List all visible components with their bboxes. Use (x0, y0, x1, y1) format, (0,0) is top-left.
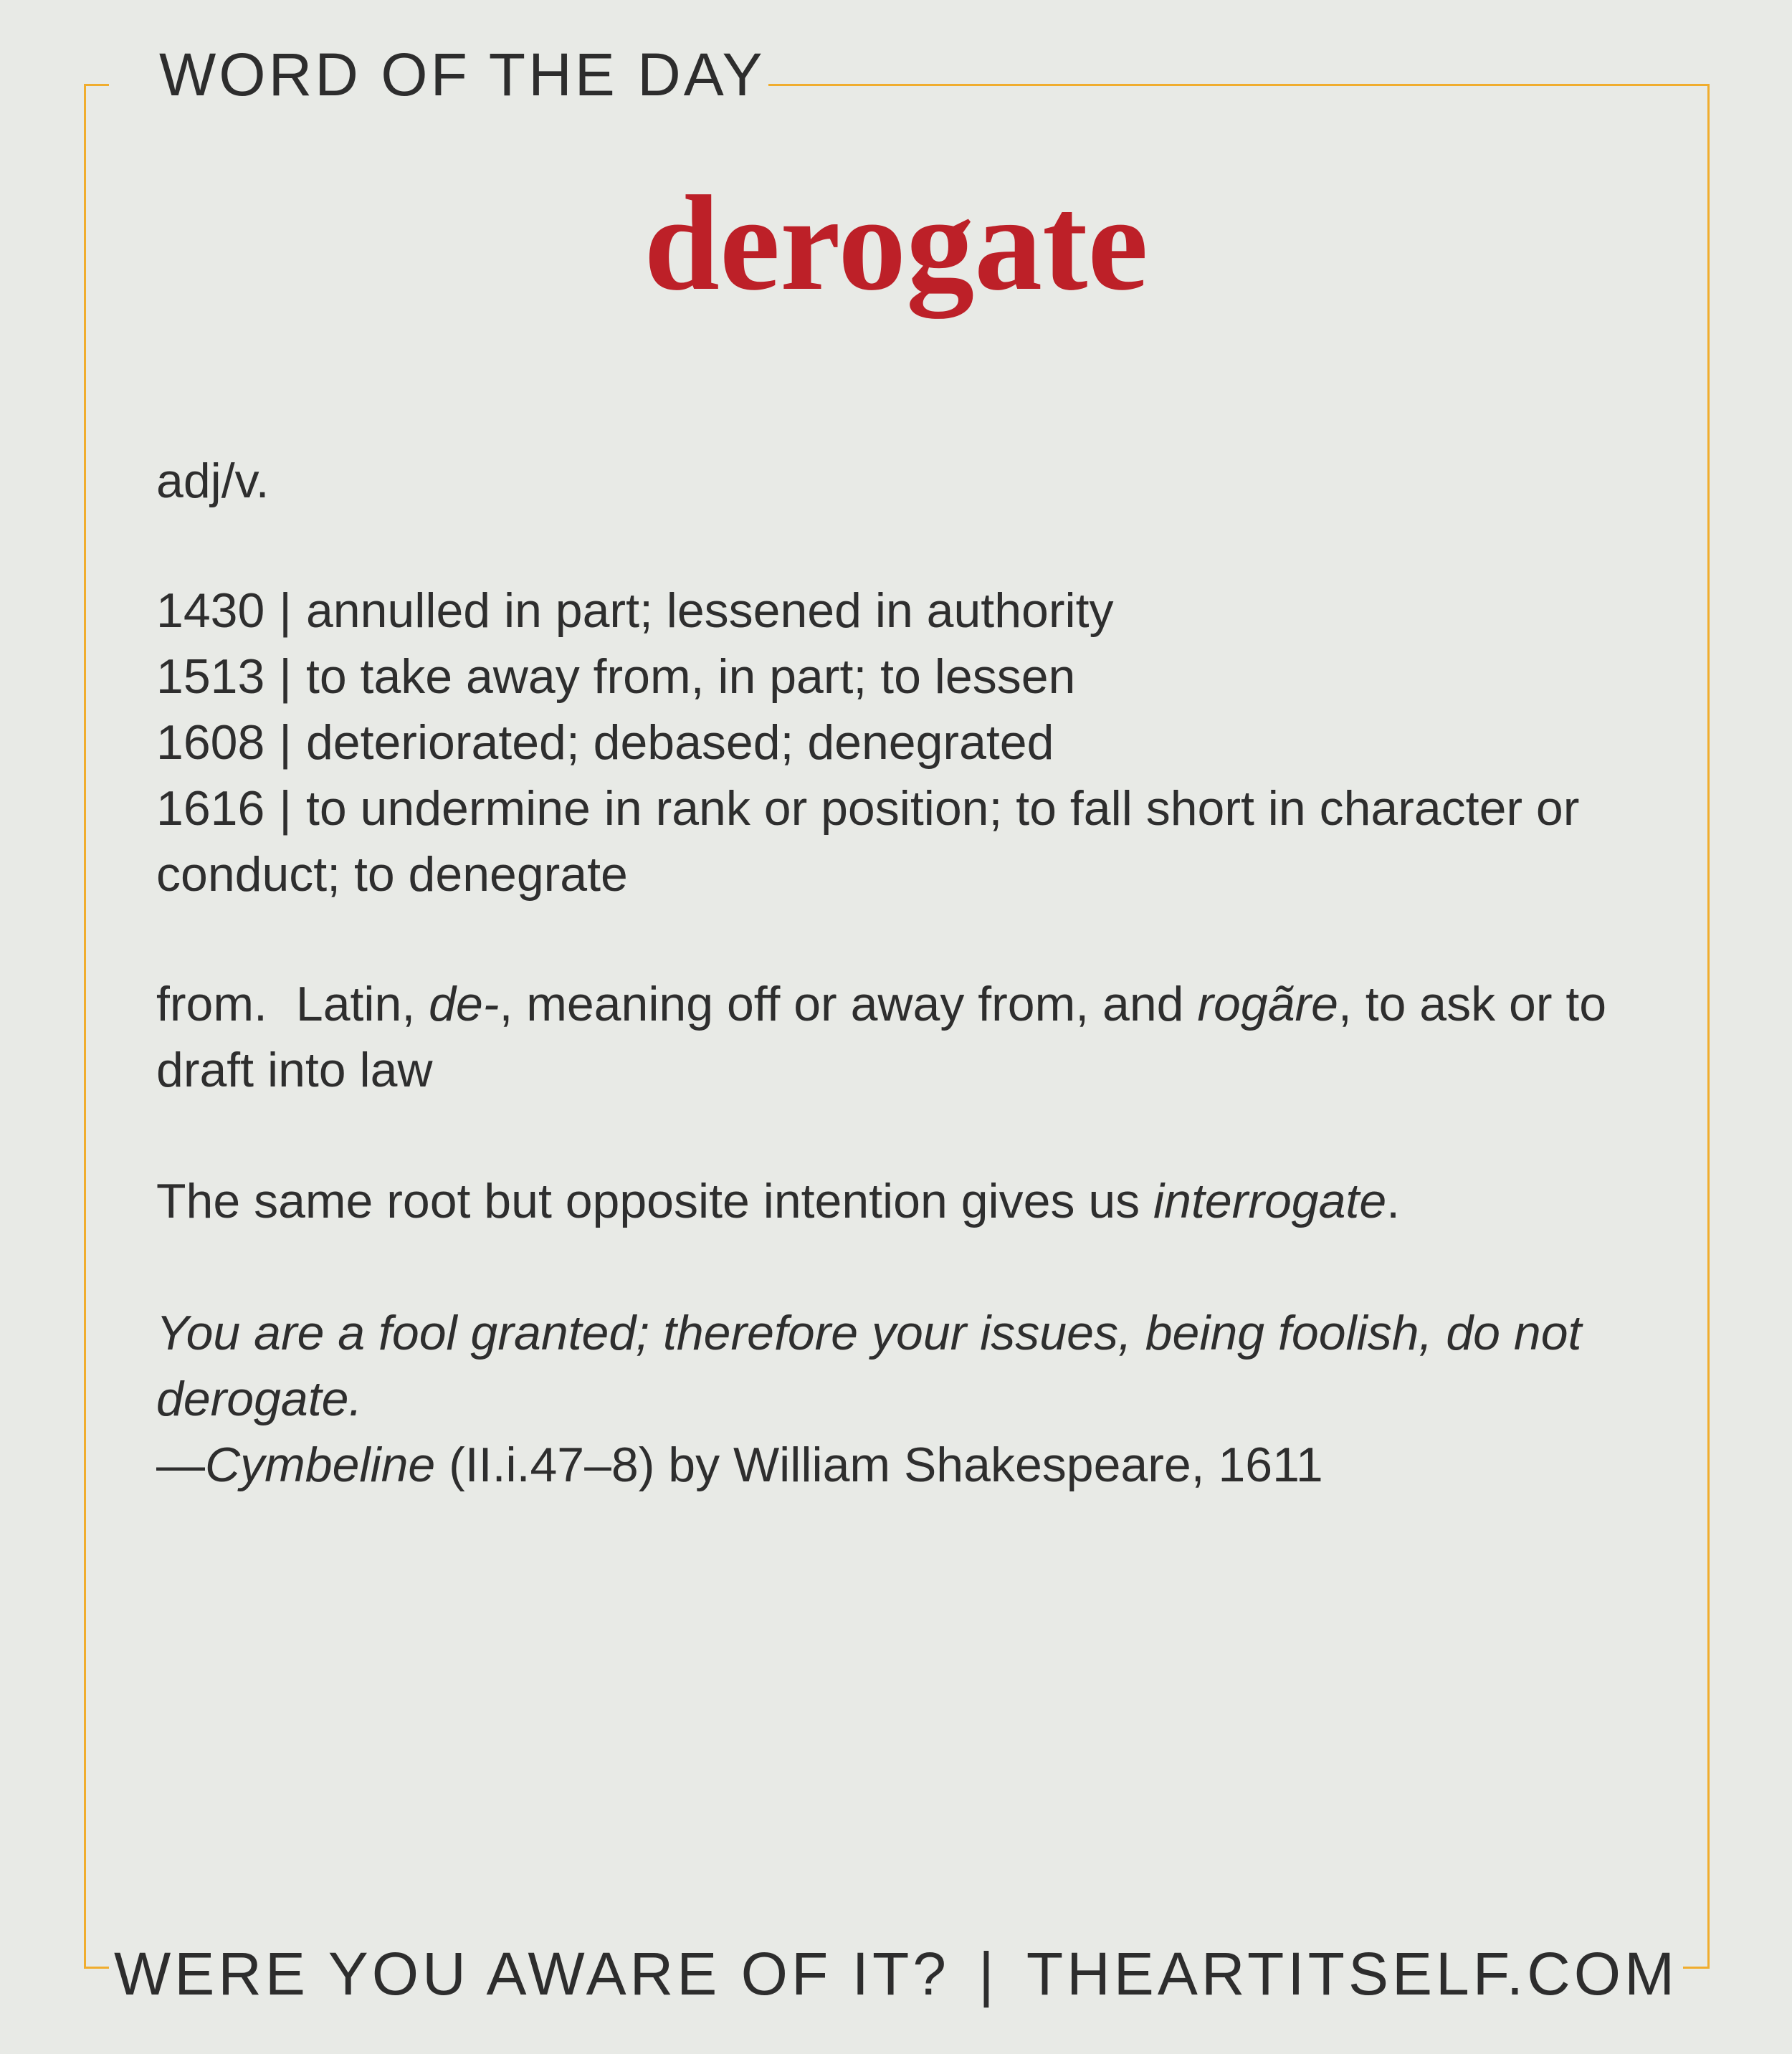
usage-quote (156, 1300, 1647, 1498)
etymology-root-rogare: rogãre (1197, 977, 1338, 1031)
definition-item (156, 710, 1647, 775)
etymology (156, 971, 1647, 1103)
footer-site: THEARTITSELF.COM (1026, 1940, 1679, 2007)
definition-year: 1608 (156, 715, 265, 770)
etymology-root-de: de- (429, 977, 500, 1031)
etymology-text: , meaning off or away from, and (499, 977, 1198, 1031)
etymology-text: , to ask or to draft into law (156, 977, 1607, 1097)
definition-separator: | (279, 583, 292, 638)
footer-separator: | (978, 1940, 998, 2007)
quote-text: You are a fool granted; therefore your issues, being foolish, do not derogate. (156, 1306, 1582, 1426)
headword: derogate (644, 168, 1148, 319)
quote-attribution (156, 1432, 1647, 1498)
definition-separator: | (279, 715, 292, 770)
definition-year: 1616 (156, 781, 265, 836)
definition-text: annulled in part; lessened in authority (305, 583, 1114, 638)
definition-item (156, 775, 1647, 907)
part-of-speech: adj/v. (156, 454, 270, 508)
definition-year: 1513 (156, 649, 265, 704)
quote-work: Cymbeline (205, 1438, 436, 1492)
definition-item (156, 644, 1647, 710)
related-word-note (156, 1168, 1647, 1234)
header-label: WORD OF THE DAY (159, 41, 766, 108)
definition-text: deteriorated; debased; denegrated (305, 715, 1054, 770)
definition-separator: | (279, 649, 292, 704)
definition-text: to undermine in rank or position; to fall short in character or conduct; to denegrate (156, 781, 1580, 902)
definition-text: to take away from, in part; to lessen (305, 649, 1076, 704)
definition-year: 1430 (156, 583, 265, 638)
definition-item (156, 578, 1647, 644)
related-word: interrogate (1153, 1174, 1387, 1228)
quote-citation: (II.i.47–8) by William Shakespeare, 1611 (435, 1438, 1323, 1492)
etymology-lead: from. (156, 977, 267, 1031)
etymology-text: Latin, (295, 977, 429, 1031)
definition-list (156, 578, 1647, 907)
definition-separator: | (279, 781, 292, 836)
note-text: The same root but opposite intention gives us (156, 1174, 1154, 1228)
footer (0, 1940, 1792, 2007)
quote-dash: — (156, 1438, 205, 1492)
footer-question: WERE YOU AWARE OF IT? (113, 1940, 950, 2007)
note-end: . (1386, 1174, 1401, 1228)
